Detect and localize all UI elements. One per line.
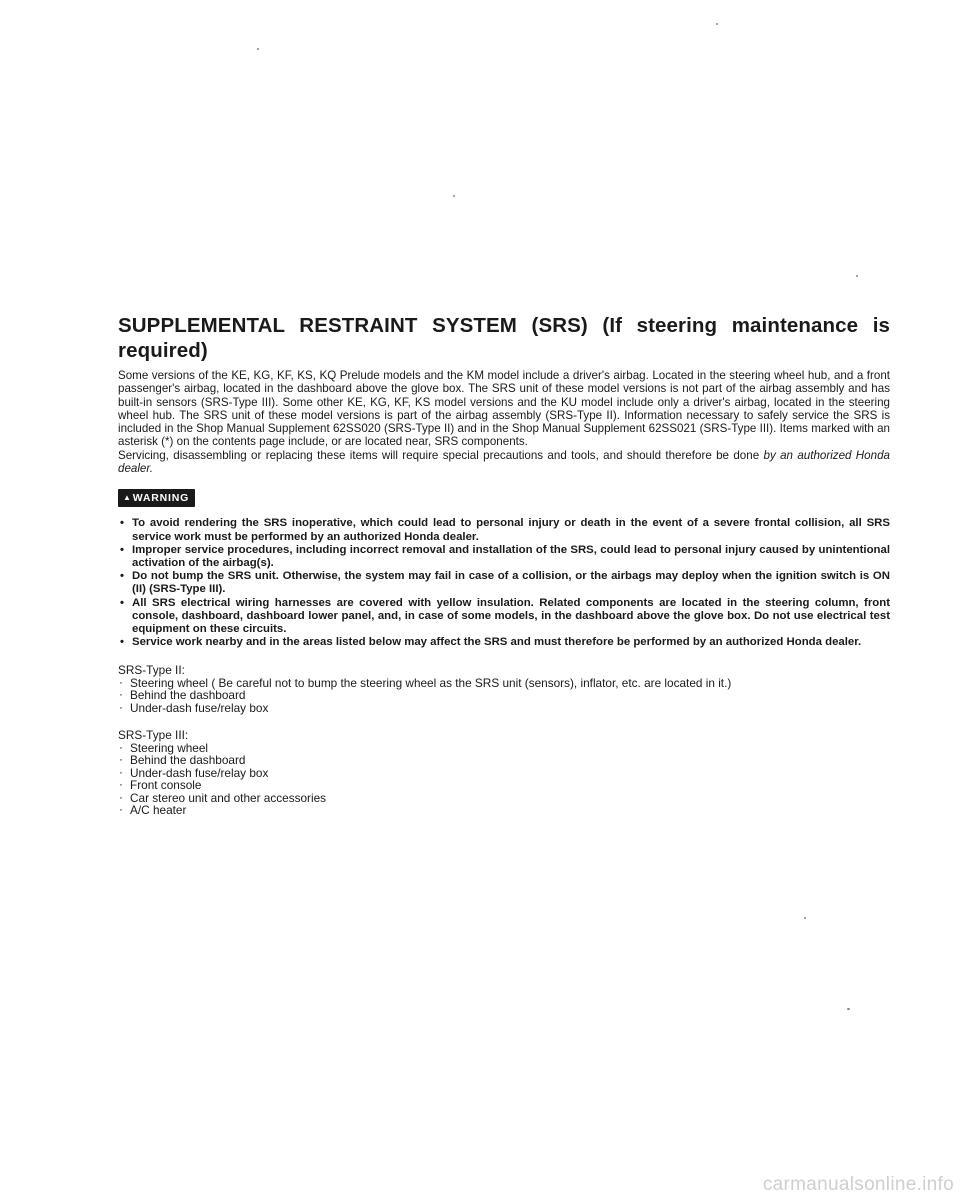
bullet-icon: • [120, 543, 124, 556]
intro-paragraph-1: Some versions of the KE, KG, KF, KS, KQ Prelude models and the KM model include a driver's airbag. Located in the steering wheel hub, and a front passenger's airbag, located in the dashboard above the glove box. The SRS unit of these model versions is not part of the airbag assembly and has built-in sensors (SRS-Type III). Some other KE, KG, KF, KS model versions and the KU model include only a driver's airbag, located in the steering wheel hub. The SRS unit of these model versions is part of the airbag assembly (SRS-Type II). Information necessary to safely service the SRS is included in the Shop Manual Supplement 62SS020 (SRS-Type II) and in the Shop Manual Supplement 62SS021 (SRS-Type III). Items marked with an asterisk (*) on the contents page include, or are located near, SRS components. [118, 369, 890, 449]
intro-paragraph-2 [118, 449, 890, 476]
bullet-icon: • [120, 596, 124, 609]
warning-item [118, 597, 890, 637]
scan-speck [453, 195, 455, 197]
list-item-text: Front console [130, 778, 202, 793]
bullet-icon: • [120, 570, 124, 583]
list-item-text: Steering wheel ( Be careful not to bump the steering wheel as the SRS unit (sensors), inflator, etc. are located in it.) [130, 675, 732, 690]
srs-type-ii-heading: SRS-Type II: [118, 663, 185, 678]
warning-triangle-icon: ▲ [123, 493, 132, 503]
warning-label: WARNING [132, 492, 190, 505]
warning-list [118, 517, 890, 649]
scan-speck [716, 23, 718, 25]
bullet-icon: • [120, 636, 124, 649]
bullet-icon: · [119, 764, 123, 779]
srs-section [118, 313, 890, 817]
list-item [118, 804, 890, 817]
bullet-icon: · [119, 752, 123, 767]
warning-badge [118, 489, 195, 507]
warning-text: Service work nearby and in the areas listed below may affect the SRS and must therefore be performed by an authorized Honda dealer. [132, 636, 862, 649]
bullet-icon: · [119, 699, 123, 714]
list-item-text: Behind the dashboard [130, 688, 246, 703]
srs-type-iii-list [118, 729, 890, 817]
bullet-icon: · [119, 789, 123, 804]
list-item [118, 764, 890, 780]
srs-type-iii-heading: SRS-Type III: [118, 728, 189, 743]
warning-item [118, 544, 890, 570]
intro-paragraph-2-main: Servicing, disassembling or replacing these items will require special precautions and tools, and should therefore be done [118, 448, 760, 462]
warning-text: Do not bump the SRS unit. Otherwise, the system may fail in case of a collision, or the airbags may deploy when the ignition switch is ON (II) (SRS-Type III). [132, 570, 890, 596]
list-item-text: Under-dash fuse/relay box [130, 700, 269, 715]
scan-speck [847, 1008, 850, 1010]
intro-paragraph-2-italic: by an authorized Honda dealer. [118, 448, 890, 476]
scan-speck [257, 48, 259, 50]
scan-speck [804, 917, 806, 919]
list-item-text: Steering wheel [130, 740, 209, 755]
warning-item [118, 636, 890, 649]
list-item-text: Behind the dashboard [130, 753, 246, 768]
warning-text: All SRS electrical wiring harnesses are covered with yellow insulation. Related components are located in the steering column, front console, dashboard, dashboard lower panel, and, in case of some models, in the dashboard above the glove box. Do not use electrical test equipment on these circuits. [132, 596, 890, 635]
scan-speck [856, 275, 858, 277]
bullet-icon: · [119, 687, 123, 702]
watermark-link[interactable]: carmanualsonline.info [762, 1174, 954, 1195]
list-item-text: A/C heater [130, 803, 187, 818]
list-item [118, 789, 890, 805]
bullet-icon: · [119, 777, 123, 792]
warning-item [118, 517, 890, 543]
list-item-text: Car stereo unit and other accessories [130, 790, 327, 805]
bullet-icon: · [119, 802, 123, 817]
warning-text: Improper service procedures, including incorrect removal and installation of the SRS, could lead to personal injury caused by unintentional activation of the airbag(s). [132, 543, 890, 569]
list-item-text: Under-dash fuse/relay box [130, 765, 269, 780]
bullet-icon: • [120, 517, 124, 530]
srs-type-ii-list [118, 664, 890, 714]
page-title: SUPPLEMENTAL RESTRAINT SYSTEM (SRS) (If steering maintenance is required) [118, 314, 890, 362]
list-item [118, 699, 890, 715]
warning-item [118, 570, 890, 596]
bullet-icon: · [119, 739, 123, 754]
warning-text: To avoid rendering the SRS inoperative, which could lead to personal injury or death in the event of a severe frontal collision, all SRS service work must be performed by an authorized Honda dealer. [132, 517, 890, 543]
intro-text [118, 369, 890, 475]
bullet-icon: · [119, 674, 123, 689]
